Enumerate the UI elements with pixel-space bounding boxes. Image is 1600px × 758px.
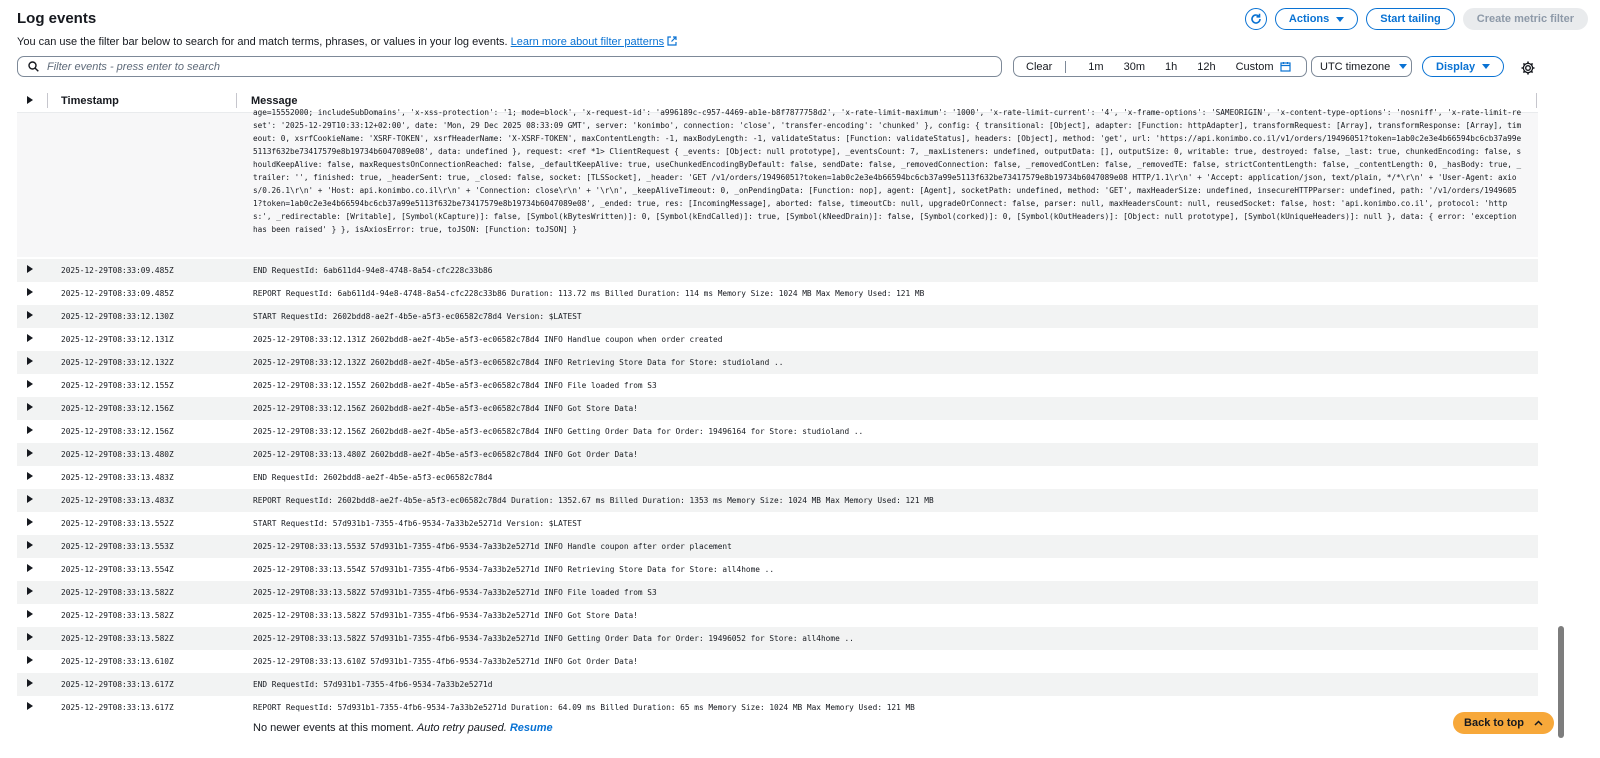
row-timestamp: 2025-12-29T08:33:13.552Z xyxy=(61,519,174,528)
expand-row-icon[interactable] xyxy=(27,656,33,664)
time-1h-button[interactable]: 1h xyxy=(1164,60,1178,73)
log-row[interactable] xyxy=(17,351,1538,374)
log-row[interactable] xyxy=(17,443,1538,466)
row-message: 2025-12-29T08:33:12.132Z 2602bdd8-ae2f-4b5e-a5f3-ec06582c78d4 INFO Retrieving Store Data for Store: studioland .. xyxy=(253,358,784,367)
display-button[interactable] xyxy=(1422,56,1504,77)
log-row[interactable] xyxy=(17,696,1538,719)
time-30m-button[interactable]: 30m xyxy=(1123,60,1145,73)
expand-row-icon[interactable] xyxy=(27,311,33,319)
row-message: 2025-12-29T08:33:13.582Z 57d931b1-7355-4fb6-9534-7a33b2e5271d INFO Got Store Data! xyxy=(253,611,638,620)
expand-row-icon[interactable] xyxy=(27,472,33,480)
calendar-icon xyxy=(1280,61,1291,72)
caret-down-icon xyxy=(1336,17,1344,22)
row-message: 2025-12-29T08:33:13.610Z 57d931b1-7355-4fb6-9534-7a33b2e5271d INFO Got Order Data! xyxy=(253,657,638,666)
subtitle-text: You can use the filter bar below to search for and match terms, phrases, or values in your log events. xyxy=(17,36,508,48)
row-timestamp: 2025-12-29T08:33:13.582Z xyxy=(61,588,174,597)
expand-row-icon[interactable] xyxy=(27,564,33,572)
expand-row-icon[interactable] xyxy=(27,449,33,457)
row-message: 2025-12-29T08:33:13.554Z 57d931b1-7355-4fb6-9534-7a33b2e5271d INFO Retrieving Store Data for Store: all4home .. xyxy=(253,565,775,574)
row-message: REPORT RequestId: 2602bdd8-ae2f-4b5e-a5f3-ec06582c78d4 Duration: 1352.67 ms Billed Duration: 1353 ms Memory Size: 1024 MB Max Memory Used: 121 MB xyxy=(253,496,934,505)
expand-all-icon[interactable] xyxy=(27,96,33,104)
expand-row-icon[interactable] xyxy=(27,357,33,365)
row-timestamp: 2025-12-29T08:33:12.155Z xyxy=(61,381,174,390)
log-row[interactable] xyxy=(17,489,1538,512)
row-message: 2025-12-29T08:33:12.156Z 2602bdd8-ae2f-4b5e-a5f3-ec06582c78d4 INFO Getting Order Data for Order: 19496164 for Store: studioland .. xyxy=(253,427,864,436)
expand-row-icon[interactable] xyxy=(27,403,33,411)
row-timestamp: 2025-12-29T08:33:13.553Z xyxy=(61,542,174,551)
refresh-button[interactable] xyxy=(1245,8,1267,30)
log-row[interactable] xyxy=(17,328,1538,351)
custom-label: Custom xyxy=(1235,60,1274,73)
expand-row-icon[interactable] xyxy=(27,541,33,549)
time-range-selector xyxy=(1013,56,1307,77)
row-timestamp: 2025-12-29T08:33:09.485Z xyxy=(61,289,174,298)
log-row[interactable] xyxy=(17,512,1538,535)
start-tailing-button[interactable] xyxy=(1366,8,1455,30)
timezone-select[interactable] xyxy=(1311,56,1412,77)
column-divider xyxy=(47,93,48,108)
row-message: REPORT RequestId: 57d931b1-7355-4fb6-9534-7a33b2e5271d Duration: 64.09 ms Billed Duration: 65 ms Memory Size: 1024 MB Max Memory Used: 121 MB xyxy=(253,703,915,712)
row-message: 2025-12-29T08:33:13.480Z 2602bdd8-ae2f-4b5e-a5f3-ec06582c78d4 INFO Got Order Data! xyxy=(253,450,638,459)
log-row[interactable] xyxy=(17,558,1538,581)
log-row[interactable] xyxy=(17,259,1538,282)
page-title: Log events xyxy=(17,10,97,27)
no-newer-events-text: No newer events at this moment. xyxy=(253,722,414,734)
log-row[interactable] xyxy=(17,374,1538,397)
timezone-label: UTC timezone xyxy=(1320,60,1391,73)
log-row[interactable] xyxy=(17,650,1538,673)
learn-more-link[interactable] xyxy=(511,36,677,48)
external-link-icon xyxy=(667,36,677,46)
row-timestamp: 2025-12-29T08:33:12.156Z xyxy=(61,427,174,436)
log-row[interactable] xyxy=(17,466,1538,489)
column-divider xyxy=(236,93,237,108)
row-timestamp: 2025-12-29T08:33:13.617Z xyxy=(61,703,174,712)
row-timestamp: 2025-12-29T08:33:13.480Z xyxy=(61,450,174,459)
chevron-up-icon xyxy=(1534,720,1543,726)
expanded-message-text: age=15552000; includeSubDomains', 'x-xss-protection': '1; mode=block', 'x-request-id': 'a996189c-c957-4469-ab1e-b8f7877758d2', 'x-rate-limit-maximum': '1000', 'x-rate-limit-current': '4', 'x-frame-options': 'SAMEORIGIN', 'x-content-type-options': 'nosniff', 'x-rate-limit-reset': '2025-12-29T10:33:12+02:00', date: 'Mon, 29 Dec 2025 08:33:09 GMT', server: 'konimbo', connection: 'close', 'transfer-encoding': 'chunked' }, config: { transitional: [Object], adapter: [Function: httpAdapter], transformRequest: [Array], transformResponse: [Array], timeout: 0, xsrfCookieName: 'XSRF-TOKEN', xsrfHeaderName: 'X-XSRF-TOKEN', maxContentLength: -1, maxBodyLength: -1, validateStatus: [Function: validateStatus], headers: [Object], method: 'get', url: 'https://api.konimbo.co.il/v1/orders/19496051?token=1ab0c2e3e4b66594bc6cb37a99e5113f632be73417579e8b19734b6047089e08', data: undefined }, request: <ref *1> ClientRequest { _events: [Object: null prototype], _eventsCount: 7, _maxListeners: undefined, outputData: [], outputSize: 0, writable: true, destroyed: false, _last: true, chunkedEncoding: false, shouldKeepAlive: false, maxRequestsOnConnectionReached: false, _defaultKeepAlive: true, useChunkedEncodingByDefault: false, sendDate: false, _removedConnection: false, _removedContLen: false, _removedTE: false, strictContentLength: false, _contentLength: 0, _hasBody: true, _trailer: '', finished: true, _headerSent: true, _closed: false, socket: [TLSSocket], _header: 'GET /v1/orders/19496051?token=1ab0c2e3e4b66594bc6cb37a99e5113f632be73417579e8b19734b6047089e08 HTTP/1.1\r\n' + 'Accept: application/json, text/plain, */*\r\n' + 'User-Agent: axios/0.26.1\r\n' + 'Host: api.konimbo.co.il\r\n' + 'Connection: close\r\n' + '\r\n', _keepAliveTimeout: 0, _onPendingData: [Function: nop], agent: [Agent], socketPath: undefined, method: 'GET', maxHeaderSize: undefined, insecureHTTPParser: undefined, path: '/v1/orders/19496051?token=1ab0c2e3e4b66594bc6cb37a99e5113f632be73417579e8b19734b6047089e08', _ended: true, res: [IncomingMessage], aborted: false, timeoutCb: null, upgradeOrConnect: false, parser: null, maxHeadersCount: null, reusedSocket: false, host: 'api.konimbo.co.il', protocol: 'https:', _redirectable: [Writable], [Symbol(kCapture)]: false, [Symbol(kBytesWritten)]: 0, [Symbol(kEndCalled)]: true, [Symbol(kNeedDrain)]: false, [Symbol(corked)]: 0, [Symbol(kOutHeaders)]: [Object: null prototype], [Symbol(kUniqueHeaders)]: null }, data: { error: 'exception has been raised' } }, isAxiosError: true, toJSON: [Function: toJSON] } xyxy=(253,108,1522,234)
resume-link[interactable]: Resume xyxy=(509,722,553,734)
row-timestamp: 2025-12-29T08:33:12.130Z xyxy=(61,312,174,321)
row-message: 2025-12-29T08:33:13.582Z 57d931b1-7355-4fb6-9534-7a33b2e5271d INFO File loaded from S3 xyxy=(253,588,657,597)
expand-row-icon[interactable] xyxy=(27,518,33,526)
expand-row-icon[interactable] xyxy=(27,679,33,687)
create-metric-filter-button[interactable] xyxy=(1463,8,1588,30)
column-divider xyxy=(1536,93,1537,108)
row-message: 2025-12-29T08:33:13.582Z 57d931b1-7355-4fb6-9534-7a33b2e5271d INFO Getting Order Data for Order: 19496052 for Store: all4home .. xyxy=(253,634,854,643)
page-subtitle xyxy=(17,36,677,48)
expand-row-icon[interactable] xyxy=(27,380,33,388)
log-row[interactable] xyxy=(17,673,1538,696)
row-timestamp: 2025-12-29T08:33:13.610Z xyxy=(61,657,174,666)
search-icon xyxy=(28,61,39,72)
start-tailing-label: Start tailing xyxy=(1380,13,1441,25)
caret-down-icon xyxy=(1482,64,1490,69)
expand-row-icon[interactable] xyxy=(27,288,33,296)
timestamp-column-header[interactable]: Timestamp xyxy=(61,95,119,107)
row-timestamp: 2025-12-29T08:33:09.485Z xyxy=(61,266,174,275)
actions-button[interactable] xyxy=(1275,8,1358,30)
expand-row-icon[interactable] xyxy=(27,334,33,342)
time-custom-button[interactable] xyxy=(1226,61,1301,73)
log-row[interactable] xyxy=(17,627,1538,650)
expanded-log-message xyxy=(17,108,1538,257)
row-message: START RequestId: 57d931b1-7355-4fb6-9534-7a33b2e5271d Version: $LATEST xyxy=(253,519,582,528)
expand-row-icon[interactable] xyxy=(27,633,33,641)
row-message: 2025-12-29T08:33:12.156Z 2602bdd8-ae2f-4b5e-a5f3-ec06582c78d4 INFO Got Store Data! xyxy=(253,404,638,413)
log-row[interactable] xyxy=(17,397,1538,420)
row-message: 2025-12-29T08:33:13.553Z 57d931b1-7355-4fb6-9534-7a33b2e5271d INFO Handle coupon after order placement xyxy=(253,542,732,551)
log-row[interactable] xyxy=(17,535,1538,558)
row-timestamp: 2025-12-29T08:33:13.554Z xyxy=(61,565,174,574)
back-to-top-button[interactable] xyxy=(1453,712,1554,734)
actions-label: Actions xyxy=(1288,13,1330,25)
row-timestamp: 2025-12-29T08:33:13.617Z xyxy=(61,680,174,689)
row-message: START RequestId: 2602bdd8-ae2f-4b5e-a5f3-ec06582c78d4 Version: $LATEST xyxy=(253,312,582,321)
log-row[interactable] xyxy=(17,604,1538,627)
row-timestamp: 2025-12-29T08:33:13.582Z xyxy=(61,611,174,620)
end-of-events-notice xyxy=(253,722,553,734)
row-message: END RequestId: 57d931b1-7355-4fb6-9534-7a33b2e5271d xyxy=(253,680,493,689)
time-12h-button[interactable]: 12h xyxy=(1197,60,1216,73)
log-row[interactable] xyxy=(17,581,1538,604)
gear-icon[interactable] xyxy=(1520,60,1536,76)
expand-row-icon[interactable] xyxy=(27,426,33,434)
expand-row-icon[interactable] xyxy=(27,610,33,618)
scrollbar[interactable] xyxy=(1558,626,1564,738)
message-column-header[interactable]: Message xyxy=(251,95,298,107)
row-message: REPORT RequestId: 6ab611d4-94e8-4748-8a54-cfc228c33b86 Duration: 113.72 ms Billed Duration: 114 ms Memory Size: 1024 MB Max Memory Used: 121 MB xyxy=(253,289,925,298)
log-rows xyxy=(17,259,1538,719)
create-metric-filter-label: Create metric filter xyxy=(1476,13,1574,25)
caret-down-icon xyxy=(1399,64,1407,69)
auto-retry-paused-text: Auto retry paused. xyxy=(416,722,507,734)
expand-row-icon[interactable] xyxy=(27,702,33,710)
log-row[interactable] xyxy=(17,282,1538,305)
filter-search-box[interactable] xyxy=(17,56,1002,77)
time-1m-button[interactable]: 1m xyxy=(1088,60,1104,73)
row-timestamp: 2025-12-29T08:33:12.132Z xyxy=(61,358,174,367)
filter-events-input[interactable] xyxy=(47,61,947,73)
row-timestamp: 2025-12-29T08:33:13.483Z xyxy=(61,496,174,505)
back-to-top-label: Back to top xyxy=(1464,717,1524,729)
row-message: 2025-12-29T08:33:12.131Z 2602bdd8-ae2f-4b5e-a5f3-ec06582c78d4 INFO Handlue coupon when order created xyxy=(253,335,723,344)
refresh-icon xyxy=(1250,13,1262,25)
row-message: END RequestId: 2602bdd8-ae2f-4b5e-a5f3-ec06582c78d4 xyxy=(253,473,493,482)
row-message: END RequestId: 6ab611d4-94e8-4748-8a54-cfc228c33b86 xyxy=(253,266,493,275)
display-label: Display xyxy=(1436,60,1476,73)
learn-more-label: Learn more about filter patterns xyxy=(510,36,665,48)
row-message: 2025-12-29T08:33:12.155Z 2602bdd8-ae2f-4b5e-a5f3-ec06582c78d4 INFO File loaded from S3 xyxy=(253,381,657,390)
row-timestamp: 2025-12-29T08:33:13.483Z xyxy=(61,473,174,482)
expand-row-icon[interactable] xyxy=(27,265,33,273)
expand-row-icon[interactable] xyxy=(27,587,33,595)
log-row[interactable] xyxy=(17,305,1538,328)
expand-row-icon[interactable] xyxy=(27,495,33,503)
row-timestamp: 2025-12-29T08:33:12.156Z xyxy=(61,404,174,413)
row-timestamp: 2025-12-29T08:33:13.582Z xyxy=(61,634,174,643)
time-clear-button[interactable]: Clear xyxy=(1014,61,1066,73)
row-timestamp: 2025-12-29T08:33:12.131Z xyxy=(61,335,174,344)
log-row[interactable] xyxy=(17,420,1538,443)
